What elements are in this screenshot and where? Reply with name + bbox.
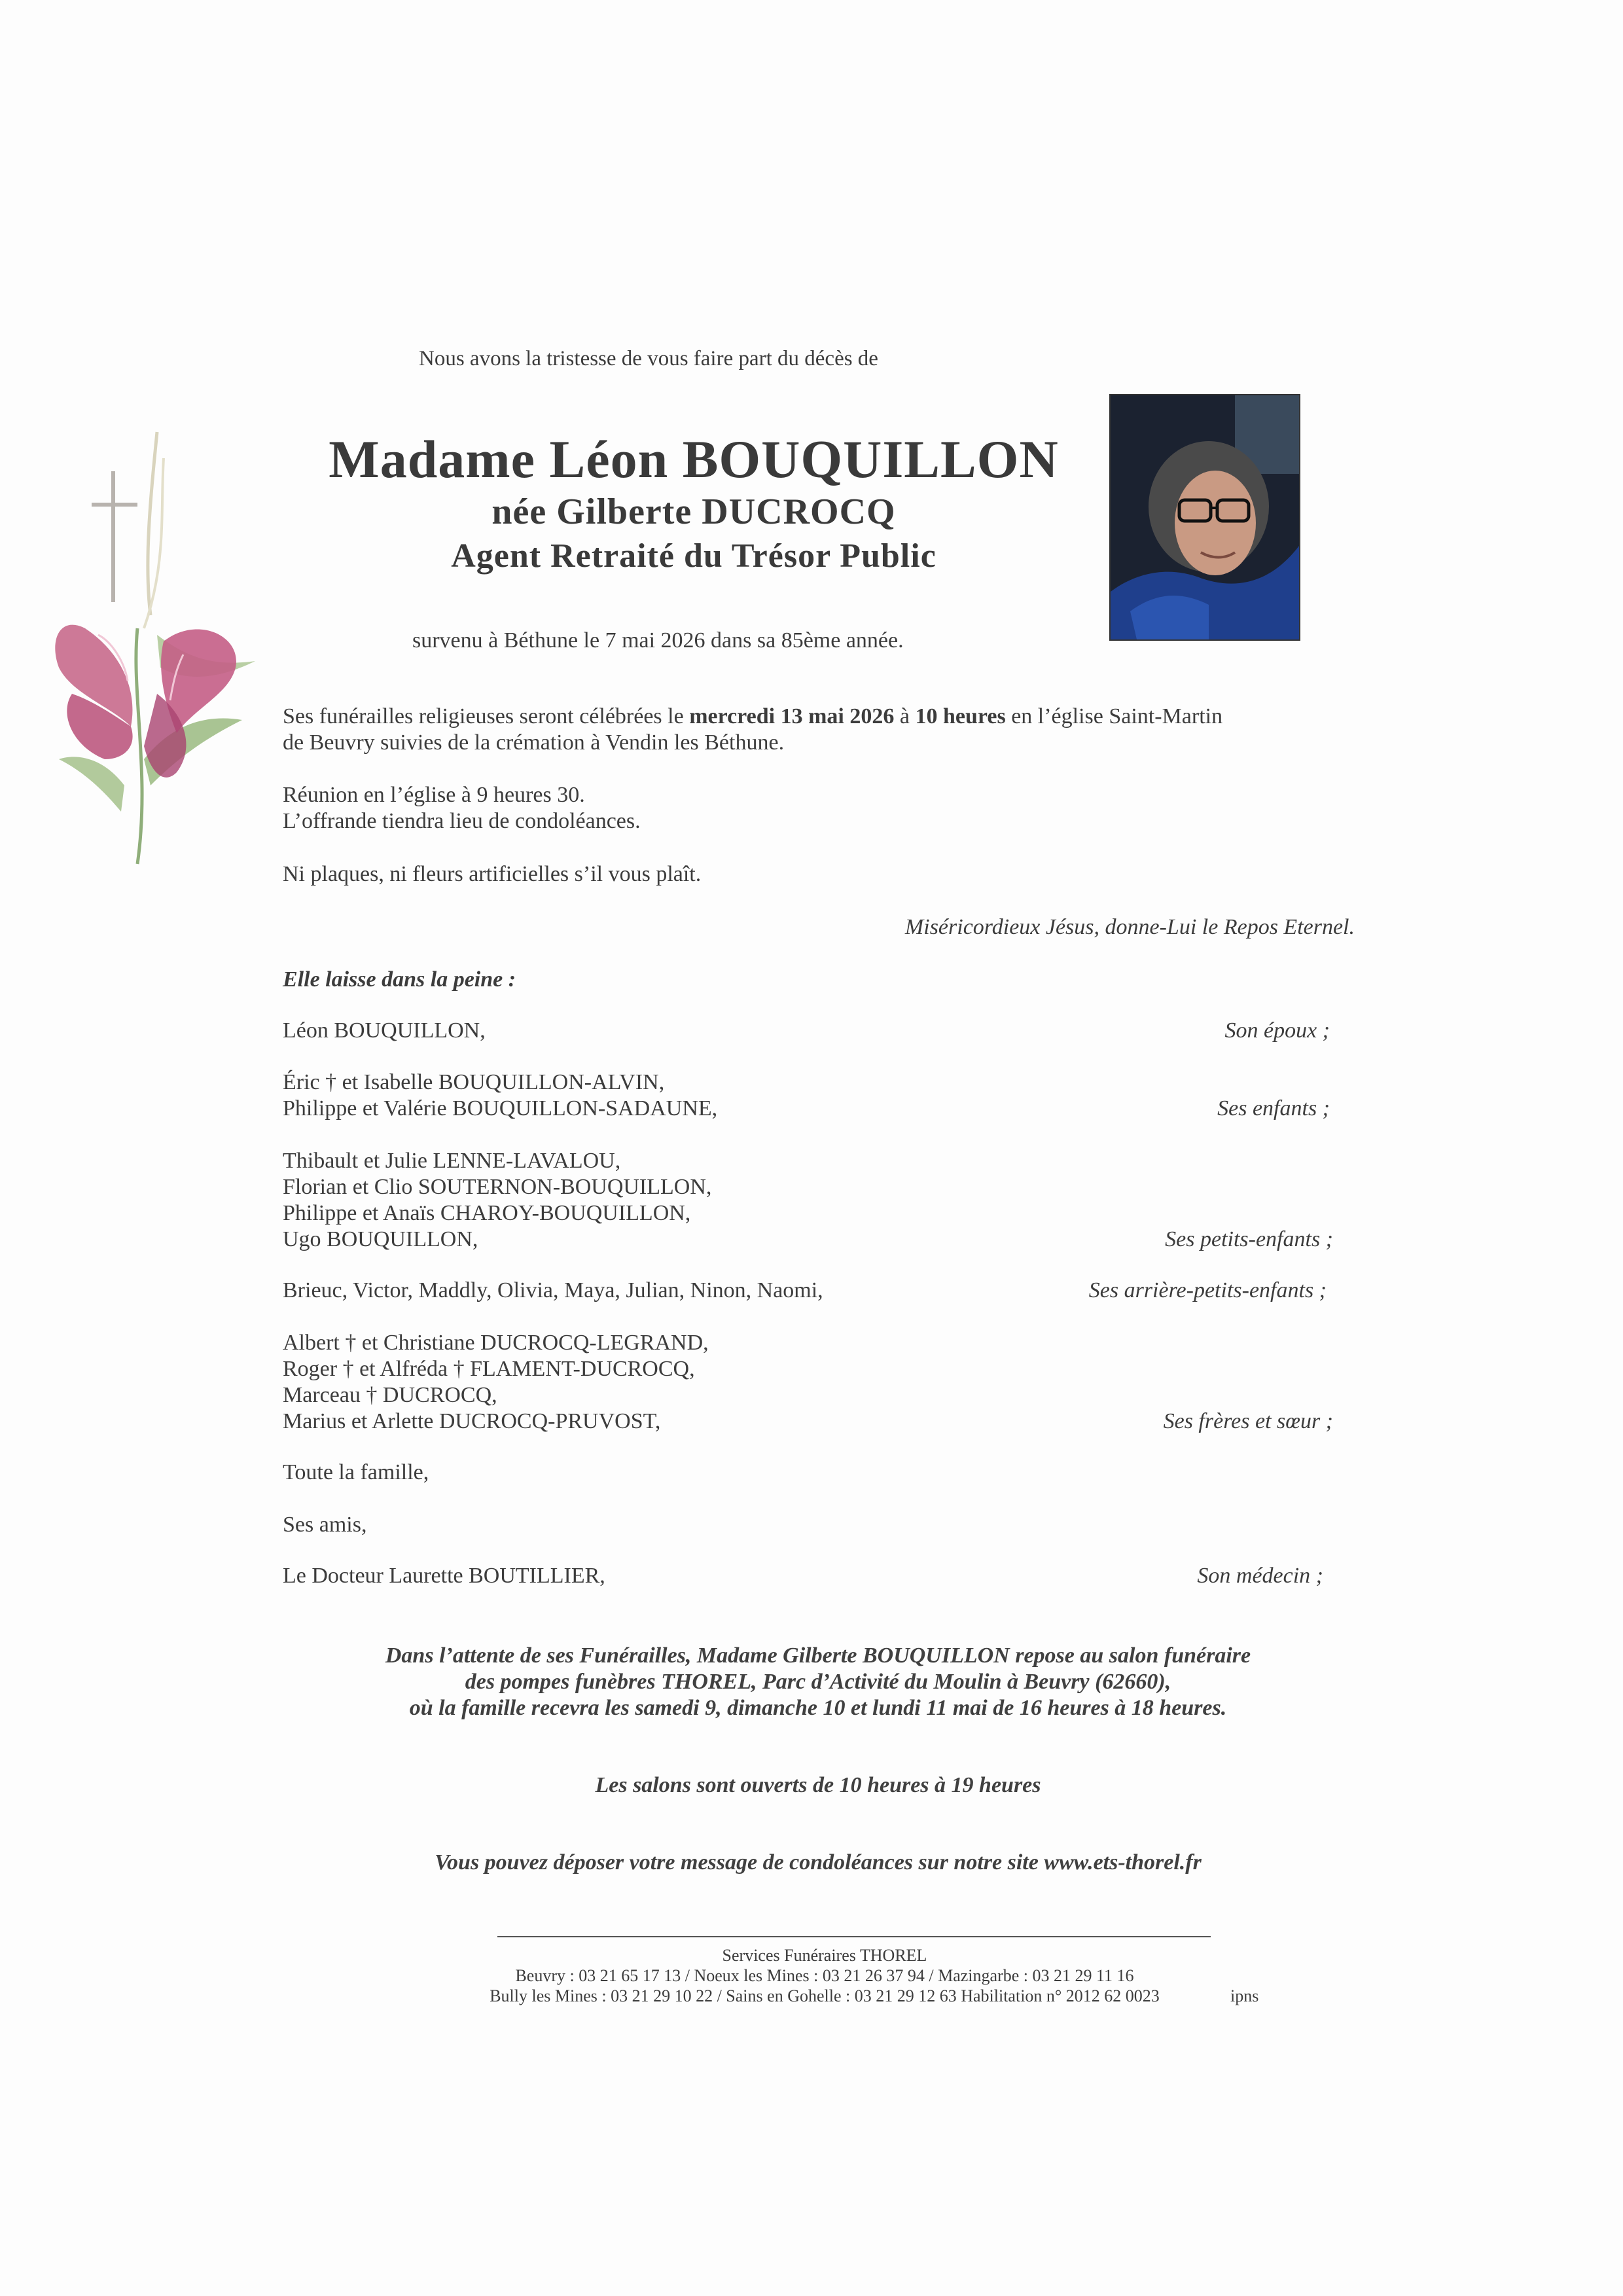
notice-line: des pompes funèbres THOREL, Parc d’Activité du Moulin à Beuvry (62660), [465, 1670, 1171, 1694]
family-member: Éric † et Isabelle BOUQUILLON-ALVIN, [283, 1070, 665, 1094]
funeral-hour: 10 heures [915, 704, 1006, 728]
relation-label: Son époux ; [1224, 1018, 1330, 1043]
family-amis: Ses amis, [283, 1513, 367, 1537]
family-member: Roger † et Alfréda † FLAMENT-DUCROCQ, [283, 1357, 695, 1381]
relation-label: Ses enfants ; [1217, 1096, 1330, 1121]
death-details: survenu à Béthune le 7 mai 2026 dans sa 85ème année. [412, 628, 904, 653]
family-member: Philippe et Valérie BOUQUILLON-SADAUNE, [283, 1096, 718, 1121]
family-arriere-petits-enfants [283, 1278, 1343, 1304]
family-member: Léon BOUQUILLON, [283, 1018, 486, 1043]
relation-label: Ses frères et sœur ; [1163, 1409, 1333, 1433]
family-member: Marius et Arlette DUCROCQ-PRUVOST, [283, 1409, 661, 1433]
profession: Agent Retraité du Trésor Public [451, 537, 936, 575]
family-freres [283, 1330, 1343, 1435]
family-member: Florian et Clio SOUTERNON-BOUQUILLON, [283, 1175, 712, 1199]
deceased-name: Madame Léon BOUQUILLON [329, 429, 1059, 489]
funeral-text-a: Ses funérailles religieuses seront célébrées le [283, 704, 690, 728]
relation-label: Son médecin ; [1197, 1564, 1323, 1588]
notice-line: où la famille recevra les samedi 9, dimanche 10 et lundi 11 mai de 16 heures à 18 heures. [409, 1696, 1227, 1720]
footer-block [366, 1945, 1283, 2006]
maiden-name: née Gilberte DUCROCQ [491, 492, 896, 532]
funeral-text-line2: de Beuvry suivies de la crémation à Vendin les Béthune. [283, 730, 785, 755]
funeral-date: mercredi 13 mai 2026 [689, 704, 895, 728]
footer-phones-1: Beuvry : 03 21 65 17 13 / Noeux les Mines : 03 21 26 37 94 / Mazingarbe : 03 21 29 11 16 [515, 1966, 1134, 1985]
ipns-mark: ipns [1230, 1986, 1259, 2005]
reunion-paragraph [283, 782, 641, 834]
family-member: Ugo BOUQUILLON, [283, 1227, 478, 1251]
family-member: Albert † et Christiane DUCROCQ-LEGRAND, [283, 1331, 709, 1355]
funeral-paragraph [283, 704, 1222, 756]
family-petits-enfants [283, 1148, 1343, 1253]
funeral-text-c: en l’église Saint-Martin [1005, 704, 1223, 728]
footer-phones-2: Bully les Mines : 03 21 29 10 22 / Sains en Gohelle : 03 21 29 12 63 Habilitation n° 2012 62 0023 [490, 1986, 1160, 2005]
salons-hours: Les salons sont ouverts de 10 heures à 19 heures [595, 1773, 1041, 1797]
family-medecin [283, 1563, 1343, 1589]
family-heading: Elle laisse dans la peine : [283, 967, 516, 992]
family-member: Brieuc, Victor, Maddly, Olivia, Maya, Julian, Ninon, Naomi, [283, 1278, 823, 1302]
family-toute: Toute la famille, [283, 1460, 429, 1484]
offrande-text: L’offrande tiendra lieu de condoléances. [283, 809, 641, 833]
plaques-text: Ni plaques, ni fleurs artificielles s’il vous plaît. [283, 862, 702, 886]
reunion-text: Réunion en l’église à 9 heures 30. [283, 783, 585, 807]
footer-company: Services Funéraires THOREL [722, 1946, 927, 1965]
family-member: Thibault et Julie LENNE-LAVALOU, [283, 1149, 621, 1173]
family-member: Le Docteur Laurette BOUTILLIER, [283, 1564, 605, 1588]
rest-notice [196, 1643, 1440, 1721]
notice-line: Dans l’attente de ses Funérailles, Madame Gilberte BOUQUILLON repose au salon funéraire [385, 1643, 1251, 1668]
intro-text: Nous avons la tristesse de vous faire part du décès de [419, 347, 878, 370]
condolences-website: Vous pouvez déposer votre message de condoléances sur notre site www.ets-thorel.fr [435, 1850, 1202, 1874]
footer-divider [497, 1936, 1211, 1937]
prayer-text: Miséricordieux Jésus, donne-Lui le Repos Eternel. [904, 915, 1355, 939]
family-epoux [283, 1018, 1343, 1044]
family-member: Marceau † DUCROCQ, [283, 1383, 497, 1407]
family-enfants [283, 1069, 1343, 1122]
relation-label: Ses petits-enfants ; [1165, 1227, 1333, 1251]
family-member: Philippe et Anaïs CHAROY-BOUQUILLON, [283, 1201, 691, 1225]
funeral-text-b: à [894, 704, 916, 728]
relation-label: Ses arrière-petits-enfants ; [1088, 1278, 1327, 1302]
